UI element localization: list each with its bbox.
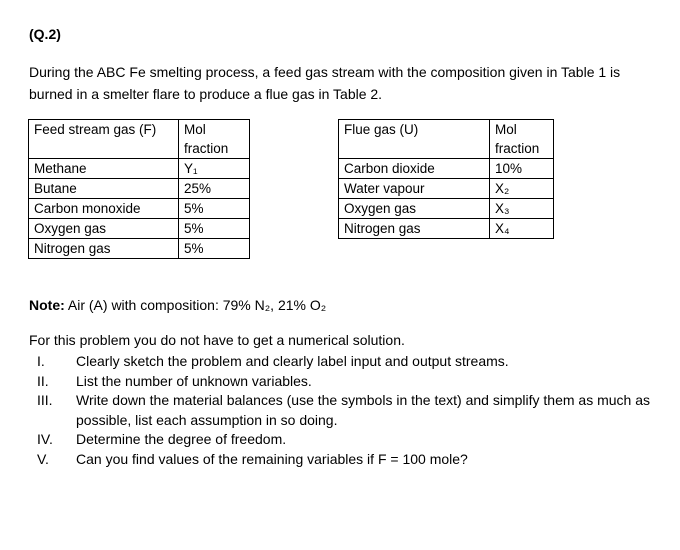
table-header-cell: Feed stream gas (F) xyxy=(29,120,179,159)
list-item-number: III. xyxy=(37,392,53,408)
table-cell: X₃ xyxy=(490,199,554,219)
list-item xyxy=(29,391,659,430)
lead-sentence: For this problem you do not have to get a numerical solution. xyxy=(29,332,405,348)
list-item xyxy=(29,352,659,372)
table-row xyxy=(29,179,250,199)
table-header-cell: Mol fraction xyxy=(179,120,250,159)
table-cell: X₄ xyxy=(490,219,554,239)
task-list xyxy=(29,352,659,469)
table-row xyxy=(339,219,554,239)
table-cell: Carbon dioxide xyxy=(339,159,490,179)
table-cell: 5% xyxy=(179,199,250,219)
table-header-cell: Mol fraction xyxy=(490,120,554,159)
table-cell: X₂ xyxy=(490,179,554,199)
table-row xyxy=(339,199,554,219)
note-text: Air (A) with composition: 79% N₂, 21% O₂ xyxy=(64,297,327,313)
table-cell: Oxygen gas xyxy=(339,199,490,219)
table-row xyxy=(29,239,250,259)
note-label: Note: xyxy=(29,297,65,313)
table-cell: Oxygen gas xyxy=(29,219,179,239)
table-cell: 5% xyxy=(179,239,250,259)
list-item xyxy=(29,450,659,470)
question-number: (Q.2) xyxy=(29,26,61,42)
table-header-row xyxy=(29,120,250,159)
table-cell: Butane xyxy=(29,179,179,199)
list-item xyxy=(29,430,659,450)
table-row xyxy=(29,199,250,219)
list-item-number: IV. xyxy=(37,431,53,447)
table-cell: Nitrogen gas xyxy=(339,219,490,239)
table-row xyxy=(29,159,250,179)
flue-gas-table xyxy=(338,119,554,239)
list-item-text: Determine the degree of freedom. xyxy=(76,431,287,447)
table-cell: Y₁ xyxy=(179,159,250,179)
table-row xyxy=(339,179,554,199)
table-header-cell: Flue gas (U) xyxy=(339,120,490,159)
table-cell: Methane xyxy=(29,159,179,179)
intro-paragraph: During the ABC Fe smelting process, a feed gas stream with the composition given in Table 1 is burned in a smelter flare to produce a flue gas in Table 2. xyxy=(29,64,621,102)
table-cell: Water vapour xyxy=(339,179,490,199)
table-row xyxy=(339,159,554,179)
feed-gas-table xyxy=(28,119,250,259)
list-item-text: List the number of unknown variables. xyxy=(76,372,312,389)
table-cell: Nitrogen gas xyxy=(29,239,179,259)
table-cell: Carbon monoxide xyxy=(29,199,179,219)
list-item xyxy=(29,372,659,392)
list-item-number: I. xyxy=(37,353,45,369)
list-item-text: Clearly sketch the problem and clearly label input and output streams. xyxy=(76,353,509,369)
list-item-number: II. xyxy=(37,372,49,389)
note xyxy=(29,297,326,313)
table-cell: 5% xyxy=(179,219,250,239)
list-item-text: Write down the material balances (use the symbols in the text) and simplify them as much as possible, list each assumption in so doing. xyxy=(76,392,650,428)
table-header-row xyxy=(339,120,554,159)
table-cell: 25% xyxy=(179,179,250,199)
list-item-text: Can you find values of the remaining variables if F = 100 mole? xyxy=(76,450,468,467)
table-row xyxy=(29,219,250,239)
list-item-number: V. xyxy=(37,450,49,467)
table-cell: 10% xyxy=(490,159,554,179)
